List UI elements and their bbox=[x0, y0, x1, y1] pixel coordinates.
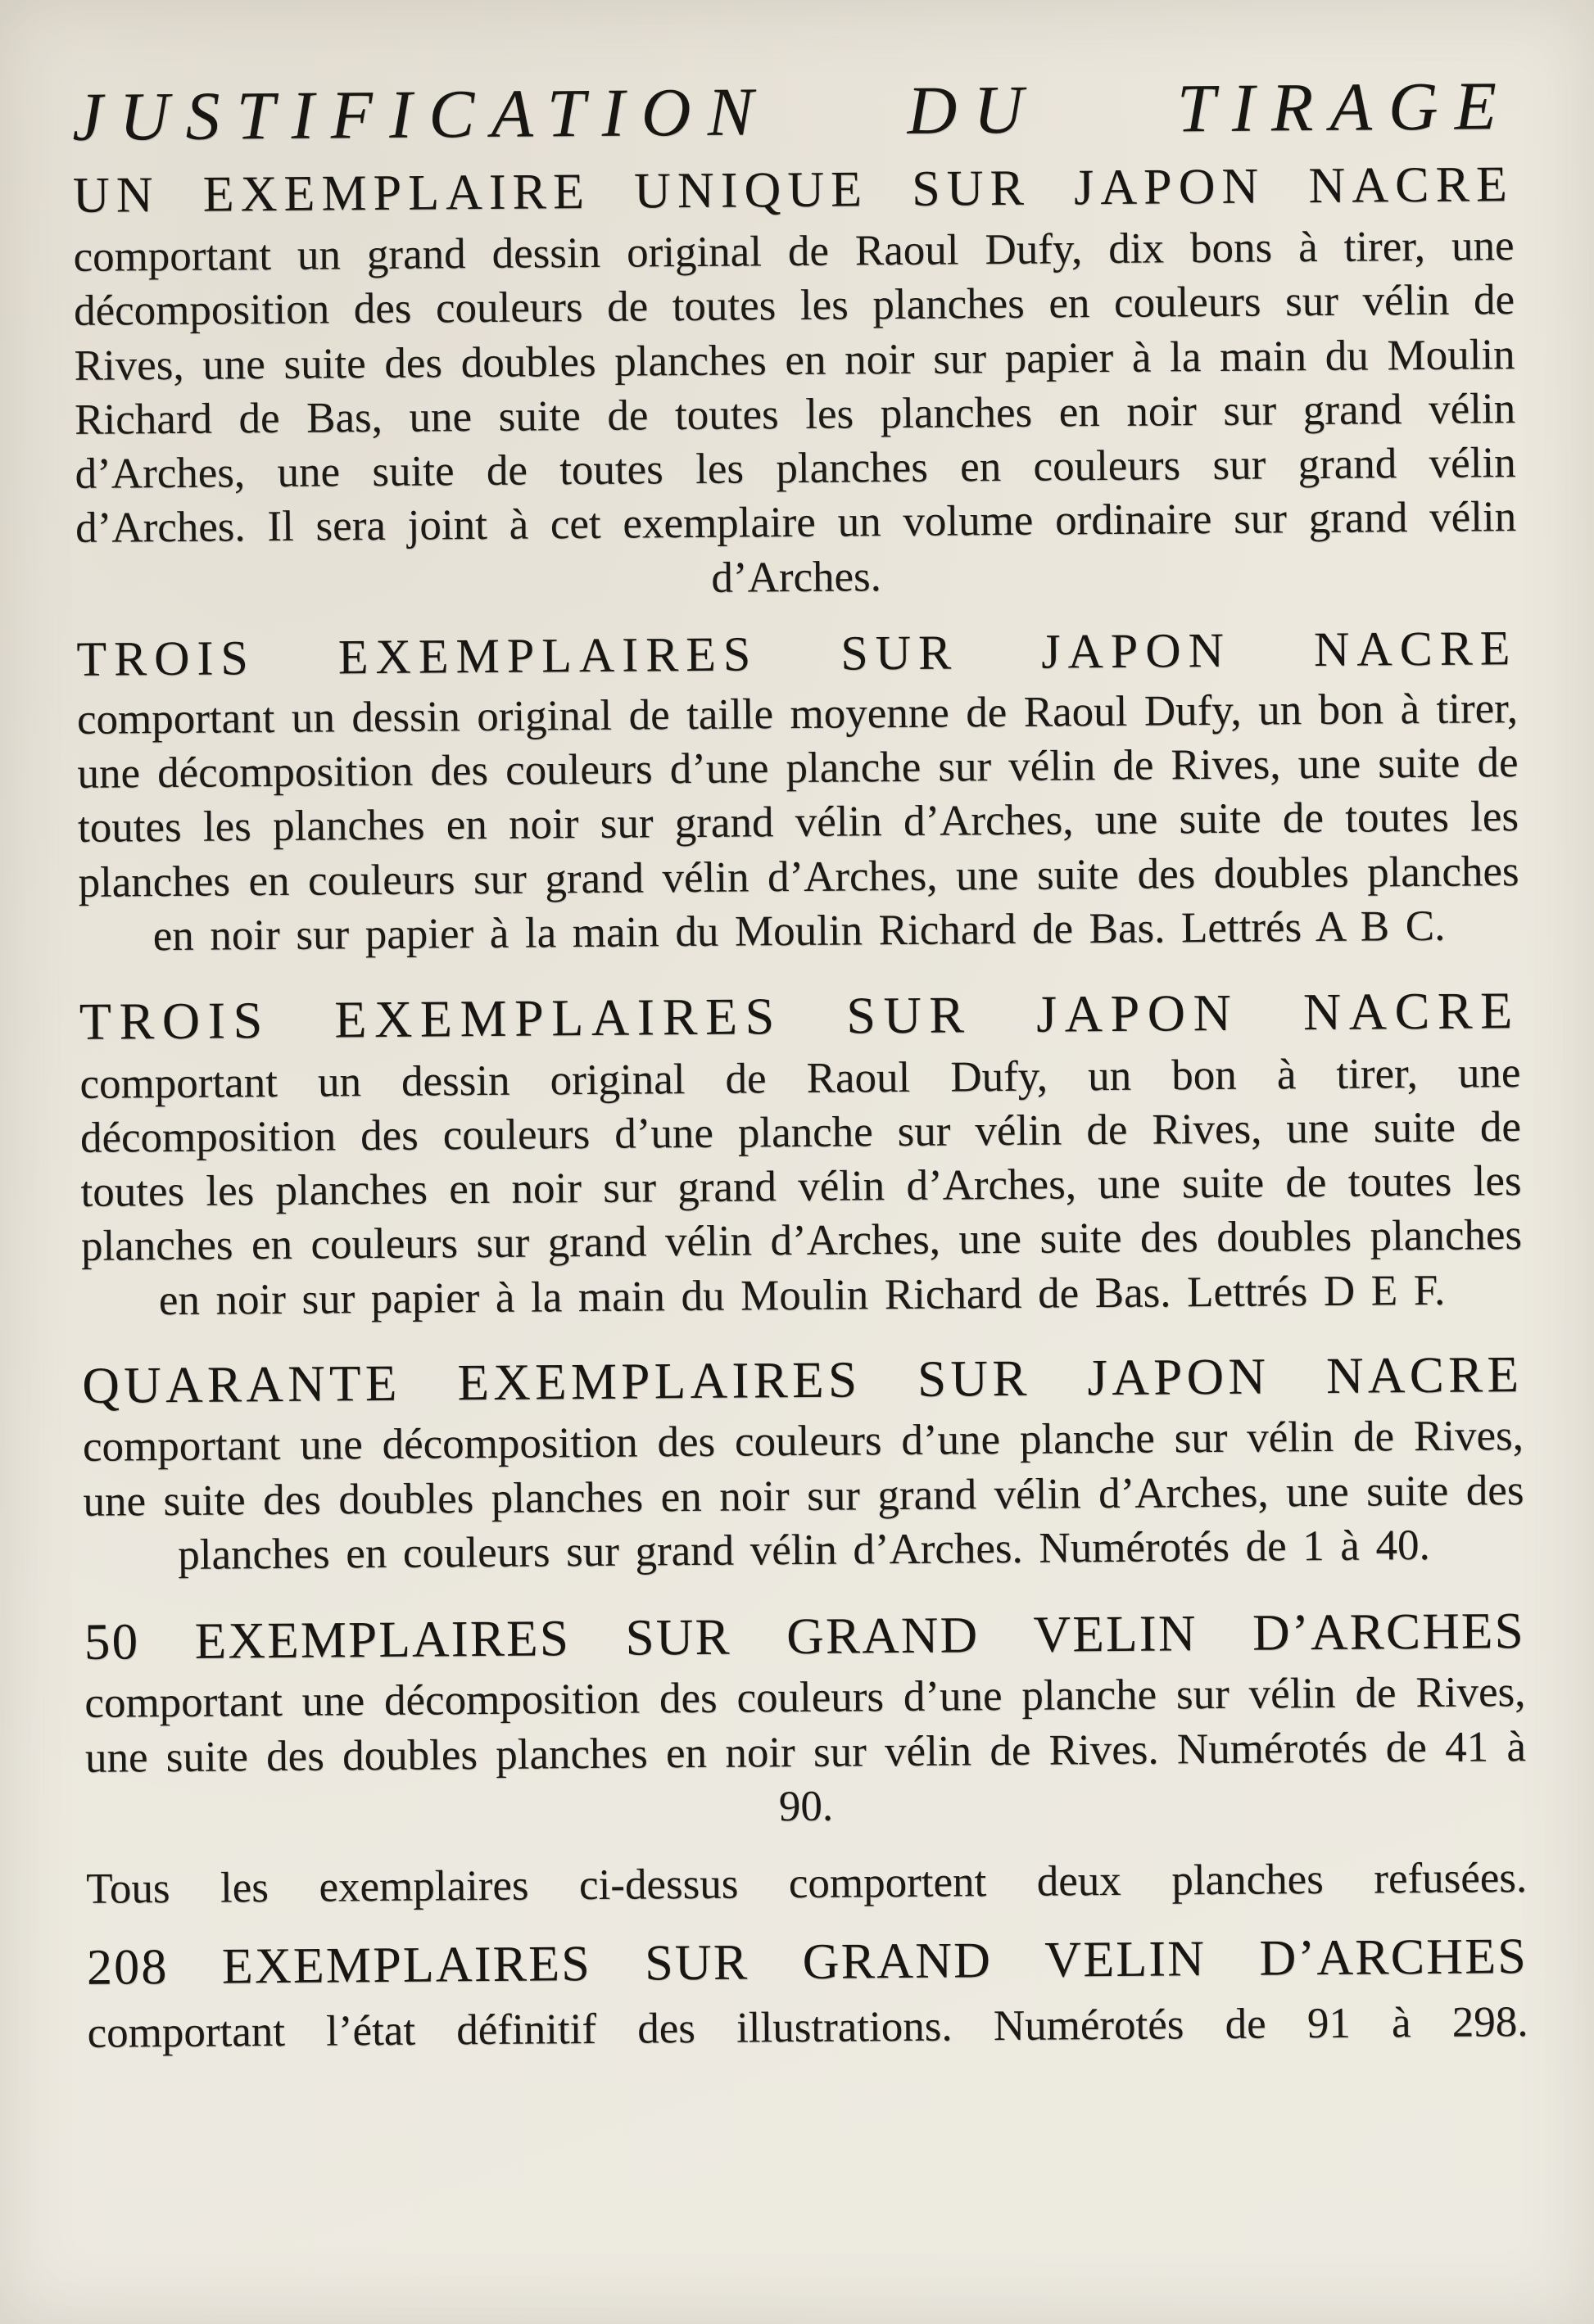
note-planches-refusees: Tous les exemplaires ci-dessus comportent deux planches refusées. bbox=[85, 1854, 1528, 1914]
section-heading-50-exemplaires: 50 EXEMPLAIRES SUR GRAND VELIN D’ARCHES bbox=[84, 1602, 1526, 1671]
section-body-un-exemplaire-unique: comportant un grand dessin original de Raoul Dufy, dix bons à tirer, une décomposition des couleurs de toutes les planches en couleurs sur vélin de Rives, une suite des doubles planches en noir sur papier à la main du Moulin Richard de Bas, une suite de toutes les planches en noir sur grand vélin d’Arches, une suite de toutes les planches en couleurs sur grand vélin d’Arches. Il sera joint à cet exemplaire un volume ordinaire sur grand vélin d’Arches. bbox=[73, 222, 1517, 602]
section-heading-un-exemplaire-unique: UN EXEMPLAIRE UNIQUE SUR JAPON NACRE bbox=[72, 156, 1515, 224]
page-title: JUSTIFICATION DU TIRAGE bbox=[71, 68, 1514, 156]
section-heading-quarante-exemplaires: QUARANTE EXEMPLAIRES SUR JAPON NACRE bbox=[82, 1345, 1524, 1414]
section-heading-trois-exemplaires-def: TROIS EXEMPLAIRES SUR JAPON NACRE bbox=[79, 981, 1521, 1051]
section-heading-trois-exemplaires-abc: TROIS EXEMPLAIRES SUR JAPON NACRE bbox=[76, 620, 1518, 686]
section-body-quarante-exemplaires: comportant une décomposition des couleurs d’une planche sur vélin de Rives, une suite des doubles planches en noir sur grand vélin d’Arches, une suite des planches en couleurs sur grand vélin d’Arches. Numérotés de 1 à 40. bbox=[82, 1412, 1524, 1579]
section-body-trois-exemplaires-def: comportant un dessin original de Raoul Dufy, un bon à tirer, une décomposition des couleurs d’une planche sur vélin de Rives, une suite de toutes les planches en noir sur grand vélin d’Arches, une suite de toutes les planches en couleurs sur grand vélin d’Arches, une suite des doubles planches en noir sur papier à la main du Moulin Richard de Bas. Lettrés D E F. bbox=[79, 1048, 1523, 1324]
section-heading-208-exemplaires: 208 EXEMPLAIRES SUR GRAND VELIN D’ARCHES bbox=[86, 1928, 1528, 1996]
section-body-208-exemplaires: comportant l’état définitif des illustrations. Numérotés de 91 à 298. bbox=[87, 1997, 1528, 2057]
section-body-50-exemplaires: comportant une décomposition des couleurs d’une planche sur vélin de Rives, une suite des doubles planches en noir sur vélin de Rives. Numérotés de 41 à 90. bbox=[84, 1668, 1527, 1831]
section-body-trois-exemplaires-abc: comportant un dessin original de taille moyenne de Raoul Dufy, un bon à tirer, une décomposition des couleurs d’une planche sur vélin de Rives, une suite de toutes les planches en noir sur grand vélin d’Arches, une suite de toutes les planches en couleurs sur grand vélin d’Arches, une suite des doubles planches en noir sur papier à la main du Moulin Richard de Bas. Lettrés A B C. bbox=[76, 684, 1519, 960]
page-content bbox=[71, 0, 1528, 2060]
